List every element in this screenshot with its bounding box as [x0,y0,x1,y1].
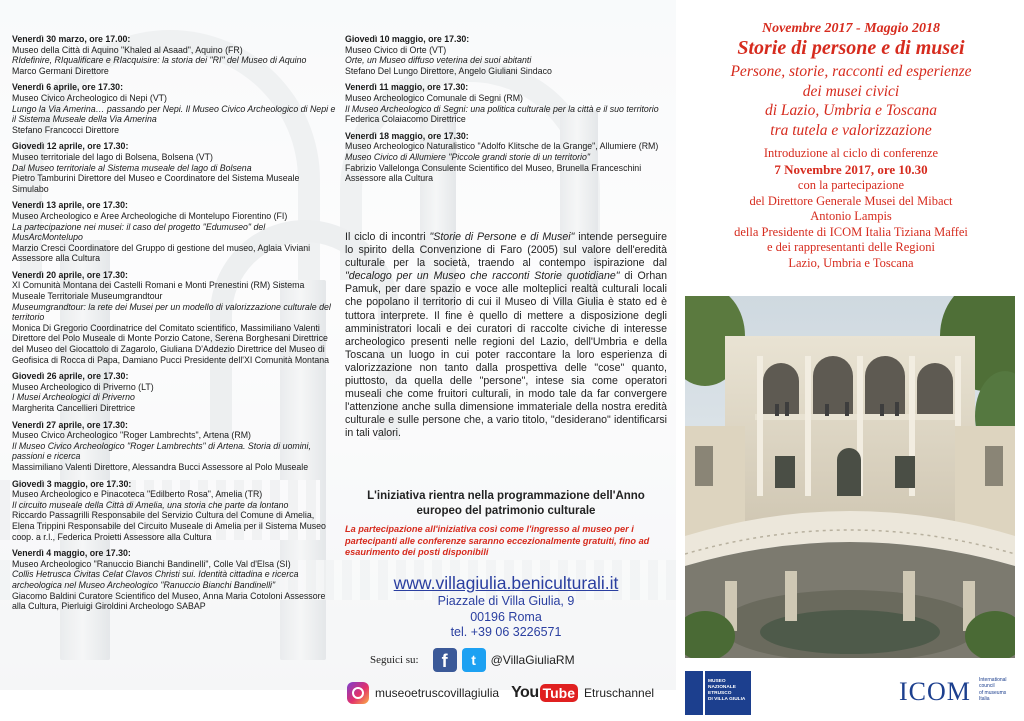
event-list-middle [345,34,667,190]
event-item [12,270,337,365]
event-date: Giovedì 3 maggio, ore 17.30: [12,478,132,489]
event-item [12,479,337,543]
twitter-handle[interactable]: @VillaGiuliaRM [490,653,575,667]
cover-panel [684,20,1018,271]
event-title: Il Museo Archeologico di Segni: una politica culturale per la città e il suo territorio [345,103,659,114]
event-place: Museo Civico Archeologico di Nepi (VT) [12,92,167,103]
event-title: I Musei Archeologici di Priverno [12,392,135,403]
event-title: RIdefinire, RIqualificare e RIacquisire: la storia dei "RI" del Museo di Aquino [12,55,307,66]
event-speakers: Federica Colaiacomo Direttrice [345,114,466,125]
event-date: Venerdì 30 marzo, ore 17.00: [12,34,131,44]
event-title: Collis Hetrusca Civitas Celat Clavos Christi sui. Identità cittadina e ricerca archeologica nel Museo Archeologico "Ranuccio Bianchi Bandinelli" [12,569,299,590]
event-place: Museo Civico Archeologico "Roger Lambrechts", Artena (RM) [12,430,251,441]
event-item [345,82,667,124]
event-list-left [12,34,337,618]
cover-title: Storie di persone e di musei [737,37,965,59]
event-date: Venerdì 6 aprile, ore 17.30: [12,82,123,93]
facebook-icon[interactable]: f [433,648,457,672]
event-item [12,371,337,413]
intro-paragraph: Il ciclo di incontri "Storie di Persone e di Musei" intende perseguire lo spirito della Convenzione di Faro (2005) sul valore dell'eredità culturale per la società, traendo al contempo ispirazione dal "decalogo per un Museo che racconti Storie quotidiane" di Orhan Pamuk, per dare spazio e voce alle molteplici realtà culturali locali che popolano il territorio di cui il Museo di Villa Giulia è stato ed è tuttora interprete. Il fine è quello di mettere a disposizione degli amministratori locali e dei curatori di raccolte civiche di interesse archeologico presenti nelle regioni del Lazio, dell'Umbria e della Toscana un luogo in cui poter raccontare la loro esperienza di valorizzazione non tanto dalla prospettiva delle "cose" quanto, piuttosto, da quella delle "persone", intese sia come operatori museali che come fruitori culturali, in modo tale da far convergere l'attenzione anche sulla dimensione immateriale della nostra eredità culturale e sulle persone che, a vario titolo, "desiderano" identificarsi in tali valori. [345,231,668,440]
event-place: Museo Civico di Orte (VT) [345,44,447,55]
event-speakers: Margherita Cancellieri Direttrice [12,403,136,413]
event-title: Museo Civico di Allumiere "Piccole grandi storie di un territorio" [345,151,590,162]
event-date: Giovedì 26 aprile, ore 17.30: [12,371,129,382]
instagram-icon[interactable] [347,682,369,704]
event-date: Venerdì 4 maggio, ore 17.30: [12,548,131,559]
event-speakers: Riccardo Passagrilli Responsabile del Servizio Cultura del Comune di Amelia, Elena Trippini Responsabile del Circuito Museale di Amelia per il Sistema Museo coop. a r.l., Federica Proietti Assessore alla Cultura [12,510,326,542]
event-item [12,82,337,135]
event-item [12,420,337,473]
event-speakers: Marco Germani Direttore [12,65,109,76]
event-place: XI Comunità Montana dei Castelli Romani e Monti Prenestini (RM) Sistema Museale Territoriale Museumgrandtour [12,280,305,302]
event-item [12,141,337,194]
address-phone: tel. +39 06 3226571 [450,625,562,639]
event-date: Venerdì 13 aprile, ore 17.30: [12,200,128,211]
event-speakers: Monica Di Gregorio Coordinatrice del Comitato scientifico, Massimiliano Valenti Direttore del Polo Museale di Monte Porzio Catone, Serena Borghesani Direttrice del Museo del Giocattolo di Zagarolo, Giuliana D'Addezio Direttrice del Museo di Geofisica di Rocca di Papa, Damiano Pucci Presidente dell'XI Comunità Montana [12,322,330,365]
participation-notice: La partecipazione all'iniziativa così come l'ingresso al museo per i partecipanti alle conferenze saranno eccezionalmente gratuiti, fino ad esaurimento dei posti disponibili [345,524,650,557]
event-place: Museo Archeologico di Priverno (LT) [12,381,154,392]
event-place: Museo della Città di Aquino "Khaled al Asaad", Aquino (FR) [12,44,243,55]
twitter-icon[interactable]: t [462,648,486,672]
event-speakers: Giacomo Baldini Curatore Scientifico del Museo, Anna Maria Cotoloni Assessore alla Cultura, Pierluigi Giroldini Archeologo SABAP [12,590,326,612]
villa-giulia-courtyard-photo [685,296,1015,658]
conference-date: 7 Novembre 2017, ore 10.30 [774,161,928,177]
cover-subtitle: Persone, storie, racconti ed esperienze dei musei civici di Lazio, Umbria e Toscana tra tutela e valorizzazione [730,63,972,139]
event-place: Museo Archeologico "Ranuccio Bianchi Bandinelli", Colle Val d'Elsa (SI) [12,558,291,569]
event-item [12,200,337,264]
event-item [12,548,337,612]
address-street: Piazzale di Villa Giulia, 9 [437,594,575,608]
address-city: 00196 Roma [470,609,542,624]
event-date: Giovedì 12 aprile, ore 17.30: [12,141,129,152]
website-link[interactable]: www.villagiulia.beniculturali.it [393,573,619,593]
event-title: Orte, un Museo diffuso veterina dei suoi abitanti [345,55,532,66]
event-item [12,34,337,76]
cover-dates: Novembre 2017 - Maggio 2018 [761,21,941,36]
event-date: Venerdì 11 maggio, ore 17.30: [345,82,469,93]
event-place: Museo Archeologico Comunale di Segni (RM) [345,92,523,103]
event-date: Venerdì 20 aprile, ore 17.30: [12,269,128,280]
cover-details: Introduzione al ciclo di conferenze 7 Novembre 2017, ore 10.30 con la partecipazione del Direttore Generale Musei del Mibact Antonio Lampis della Presidente di ICOM Italia Tiziana Maffei e dei rappresentanti delle Regioni Lazio, Umbria e Toscana [734,146,968,270]
youtube-logo[interactable]: You Tube [511,684,578,702]
instagram-handle[interactable]: museoetruscovillagiulia [375,686,500,700]
social-row-2 [347,682,654,704]
youtube-handle[interactable]: Etruschannel [584,686,655,700]
event-place: Museo Archeologico e Aree Archeologiche di Montelupo Fiorentino (FI) [12,210,288,221]
initiative-statement: L'iniziativa rientra nella programmazione dell'Anno europeo del patrimonio culturale [367,490,645,517]
event-title: Il circuito museale della Città di Amelia, una storia che parte da lontano [12,499,289,510]
address-block [345,594,667,641]
event-speakers: Massimiliano Valenti Direttore, Alessandra Bucci Assessore al Polo Museale [12,461,309,472]
event-date: Venerdì 27 aprile, ore 17.30: [12,419,128,430]
event-title: Il Museo Civico Archeologico "Roger Lambrechts" di Artena. Storia di uomini, passioni e ricerca [12,440,311,462]
icom-subtitle: International council of museums Italia [979,677,1007,703]
event-speakers: Pietro Tamburini Direttore del Museo e Coordinatore del Sistema Museale Simulabo [12,173,300,194]
event-title: Lungo la Via Amerina… passando per Nepi. Il Museo Civico Archeologico di Nepi e il Sistema Museale della Via Amerina [12,103,336,125]
museo-etrusco-logo: MUSEO NAZIONALE ETRUSCO DI VILLA GIULIA [705,671,751,715]
event-speakers: Marzio Cresci Coordinatore del Gruppo di gestione del museo, Aglaia Viviani Assessore alla Cultura [12,242,311,264]
event-speakers: Stefano Del Lungo Direttore, Angelo Giuliani Sindaco [345,65,552,76]
event-date: Venerdì 18 maggio, ore 17.30: [345,130,469,141]
event-place: Museo Archeologico Naturalistico "Adolfo Klitsche de la Grange", Allumiere (RM) [345,141,659,152]
event-date: Giovedì 10 maggio, ore 17.30: [345,34,470,44]
event-title: La partecipazione nei musei: il caso del progetto "Edumuseo" del MusArcMontelupo [12,221,266,243]
event-title: Museumgrandtour: la rete dei Musei per un modello di valorizzazione culturale del territorio [12,301,331,323]
logos-strip [685,663,1015,715]
social-row-1 [370,648,575,672]
follow-label: Seguici su: [370,654,419,666]
event-item [345,131,667,184]
event-place: Museo Archeologico e Pinacoteca "Edilberto Rosa", Amelia (TR) [12,489,263,500]
icom-logo: ICOM [899,677,971,706]
event-speakers: Stefano Francocci Direttore [12,124,120,135]
event-place: Museo territoriale del lago di Bolsena, Bolsena (VT) [12,151,213,162]
mibact-logo [685,671,703,715]
event-item [345,34,667,76]
event-speakers: Fabrizio Vallelonga Consulente Scientifico del Museo, Brunella Franceschini Assessore alla Cultura [345,162,642,184]
event-title: Dal Museo territoriale al Sistema museale del lago di Bolsena [12,162,252,173]
